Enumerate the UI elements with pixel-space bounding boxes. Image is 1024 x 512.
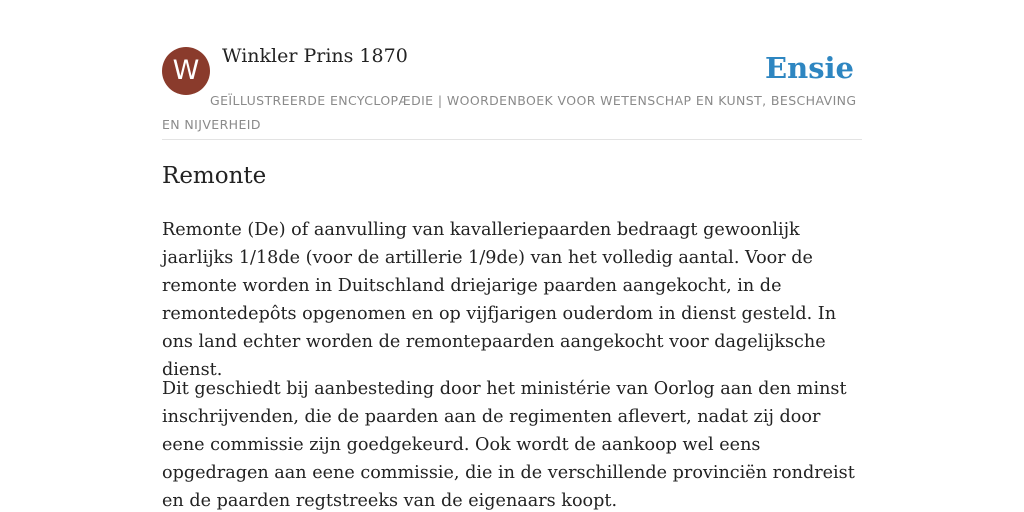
source-avatar[interactable]: W — [162, 47, 210, 95]
article-paragraph-2: Dit geschiedt bij aanbesteding door het ministérie van Oorlog aan den minst inschrijvenden, die de paarden aan de regimenten aflevert, nadat zij door eene commissie zijn goedgekeurd. Ook wordt de aankoop wel eens opgedragen aan eene commissie, die in de verschillende provinciën rondreist en de paarden regtstreeks van de eigenaars koopt. — [162, 379, 855, 511]
header-divider — [162, 139, 862, 140]
article-title: Remonte — [162, 163, 267, 189]
source-title-link[interactable]: Winkler Prins 1870 — [222, 45, 408, 67]
brand-logo-link[interactable]: Ensie — [765, 51, 854, 85]
article-paragraph-1: Remonte (De) of aanvulling van kavalleriepaarden bedraagt gewoonlijk jaarlijks 1/18de (voor de artillerie 1/9de) van het volledig aantal. Voor de remonte worden in Duitschland driejarige paarden aangekocht, in de remontedepôts opgenomen en op vijfjarigen ouderdom in dienst gesteld. In ons land echter worden de remontepaarden aangekocht voor dagelijksche dienst. — [162, 220, 837, 380]
source-subtitle: GEÏLLUSTREERDE ENCYCLOPÆDIE | WOORDENBOEK VOOR WETENSCHAP EN KUNST, BESCHAVING EN NIJVERHEID — [162, 93, 857, 132]
